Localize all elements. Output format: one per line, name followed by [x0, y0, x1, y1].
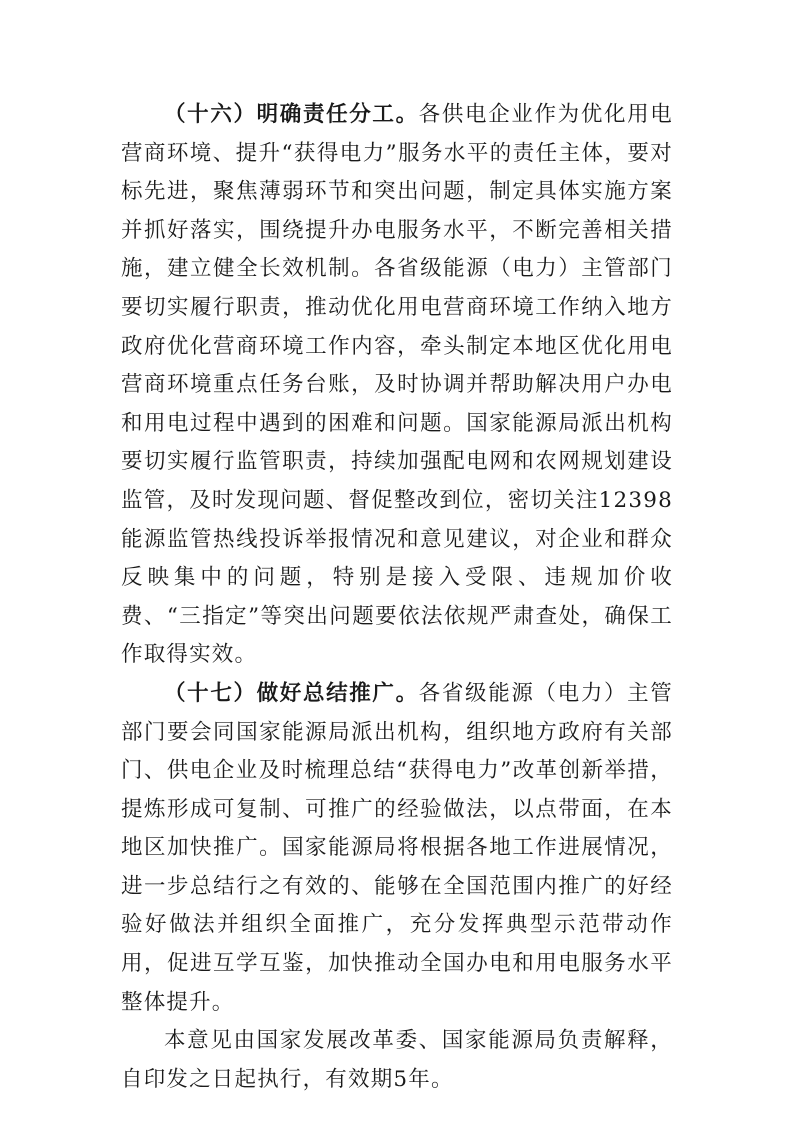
- paragraph-responsibility: [121, 96, 673, 675]
- paragraph-text: 各供电企业作为优化用电营商环境、提升“获得电力”服务水平的责任主体，要对标先进，聚焦薄弱环节和突出问题，制定具体实施方案并抓好落实，围绕提升办电服务水平，不断完善相关措施，建立健全长效机制。各省级能源（电力）主管部门要切实履行职责，推动优化用电营商环境工作纳入地方政府优化营商环境工作内容，牵头制定本地区优化用电营商环境重点任务台账，及时协调并帮助解决用户办电和用电过程中遇到的困难和问题。国家能源局派出机构要切实履行监管职责，持续加强配电网和农网规划建设监管，及时发现问题、督促整改到位，密切关注12398能源监管热线投诉举报情况和意见建议，对企业和群众反映集中的问题，特别是接入受限、违规加价收费、“三指定”等突出问题要依法依规严肃查处，确保工作取得实效。: [121, 102, 674, 668]
- paragraph-heading: （十六）明确责任分工。: [164, 102, 419, 127]
- paragraph-interpretation: [121, 1022, 673, 1099]
- paragraph-text: 本意见由国家发展改革委、国家能源局负责解释，自印发之日起执行，有效期5年。: [121, 1028, 673, 1092]
- paragraph-heading: （十七）做好总结推广。: [164, 680, 419, 706]
- document-body: [121, 96, 673, 1099]
- paragraph-promotion: [121, 675, 673, 1022]
- paragraph-text: 各省级能源（电力）主管部门要会同国家能源局派出机构，组织地方政府有关部门、供电企业及时梳理总结“获得电力”改革创新举措，提炼形成可复制、可推广的经验做法，以点带面，在本地区加快推广。国家能源局将根据各地工作进展情况，进一步总结行之有效的、能够在全国范围内推广的好经验好做法并组织全面推广，充分发挥典型示范带动作用，促进互学互鉴，加快推动全国办电和用电服务水平整体提升。: [121, 680, 674, 1015]
